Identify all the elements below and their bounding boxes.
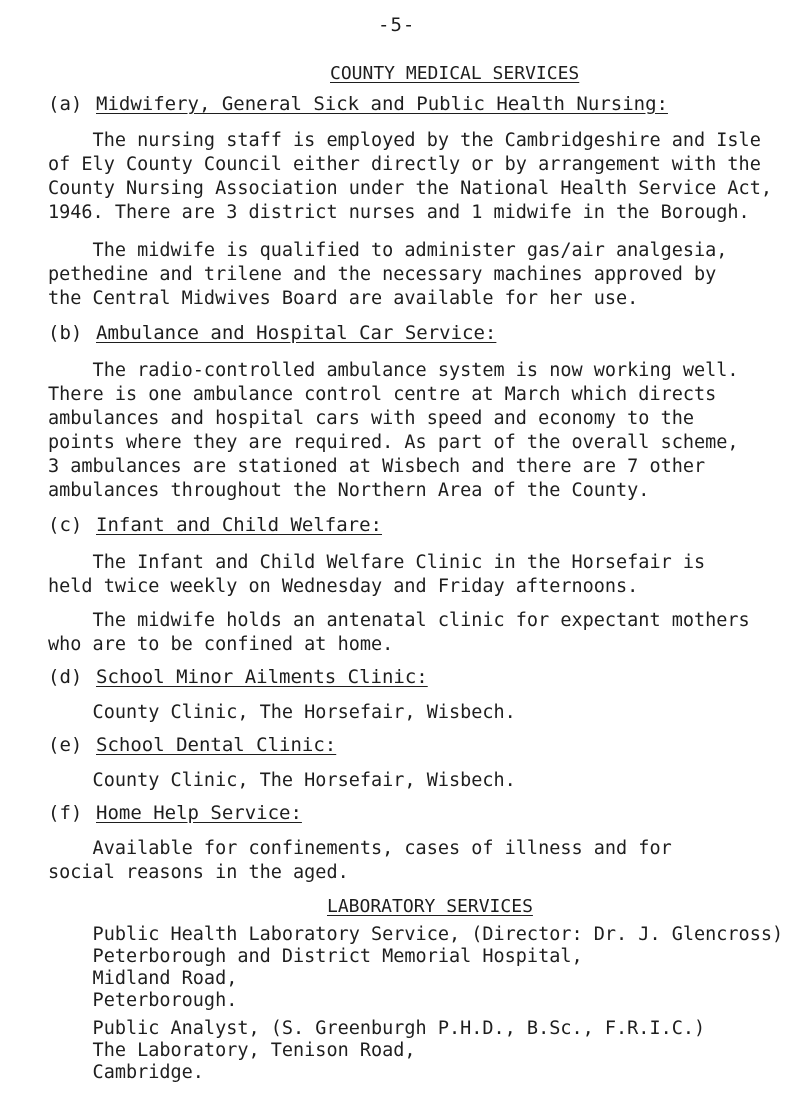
section-b-heading	[48, 322, 496, 344]
section-label: (d)	[48, 666, 83, 688]
text-line: the Central Midwives Board are available for her use.	[48, 288, 639, 309]
text-line: The radio-controlled ambulance system is now working well.	[48, 360, 739, 381]
text-line: The Infant and Child Welfare Clinic in the Horsefair is	[48, 552, 706, 573]
section-c-heading	[48, 514, 382, 536]
section-e-heading	[48, 734, 336, 756]
section-label: (c)	[48, 514, 83, 536]
section-title: Ambulance and Hospital Car Service:	[96, 322, 497, 344]
lab-line: Public Health Laboratory Service, (Director: Dr. J. Glencross)	[48, 924, 784, 945]
text-line: social reasons in the aged.	[48, 862, 349, 883]
lab-line: Public Analyst, (S. Greenburgh P.H.D., B.Sc., F.R.I.C.)	[48, 1018, 706, 1039]
section-title: School Dental Clinic:	[96, 734, 337, 756]
lab-line: Peterborough and District Memorial Hospital,	[48, 946, 583, 967]
heading-laboratory-services: LABORATORY SERVICES	[327, 896, 533, 917]
text-line: ambulances throughout the Northern Area of the County.	[48, 480, 650, 501]
section-label: (a)	[48, 93, 83, 115]
section-f-heading	[48, 802, 302, 824]
page-number: -5-	[378, 14, 416, 36]
text-line: County Clinic, The Horsefair, Wisbech.	[48, 702, 516, 723]
section-d-heading	[48, 666, 428, 688]
lab-line: The Laboratory, Tenison Road,	[48, 1040, 416, 1061]
text-line: points where they are required. As part of the overall scheme,	[48, 432, 739, 453]
lab-line: Midland Road,	[48, 968, 238, 989]
text-line: There is one ambulance control centre at March which directs	[48, 384, 717, 405]
lab-line: Cambridge.	[48, 1062, 204, 1083]
text-line: The midwife holds an antenatal clinic for expectant mothers	[48, 610, 750, 631]
text-line: pethedine and trilene and the necessary machines approved by	[48, 264, 717, 285]
section-label: (b)	[48, 322, 83, 344]
text-line: County Nursing Association under the National Health Service Act,	[48, 178, 772, 199]
text-line: ambulances and hospital cars with speed and economy to the	[48, 408, 695, 429]
text-line: The midwife is qualified to administer gas/air analgesia,	[48, 240, 728, 261]
text-line: The nursing staff is employed by the Cambridgeshire and Isle	[48, 130, 761, 151]
text-line: Available for confinements, cases of illness and for	[48, 838, 672, 859]
section-title: Home Help Service:	[96, 802, 302, 824]
text-line: 3 ambulances are stationed at Wisbech and there are 7 other	[48, 456, 706, 477]
text-line: County Clinic, The Horsefair, Wisbech.	[48, 770, 516, 791]
section-label: (f)	[48, 802, 83, 824]
section-a-heading	[48, 93, 668, 115]
text-line: who are to be confined at home.	[48, 634, 394, 655]
text-line: 1946. There are 3 district nurses and 1 midwife in the Borough.	[48, 202, 750, 223]
section-title: Midwifery, General Sick and Public Health Nursing:	[96, 93, 668, 115]
section-title: Infant and Child Welfare:	[96, 514, 382, 536]
lab-line: Peterborough.	[48, 990, 238, 1011]
section-label: (e)	[48, 734, 83, 756]
text-line: of Ely County Council either directly or by arrangement with the	[48, 154, 761, 175]
text-line: held twice weekly on Wednesday and Friday afternoons.	[48, 576, 639, 597]
section-title: School Minor Ailments Clinic:	[96, 666, 428, 688]
heading-county-medical-services: COUNTY MEDICAL SERVICES	[330, 63, 580, 84]
